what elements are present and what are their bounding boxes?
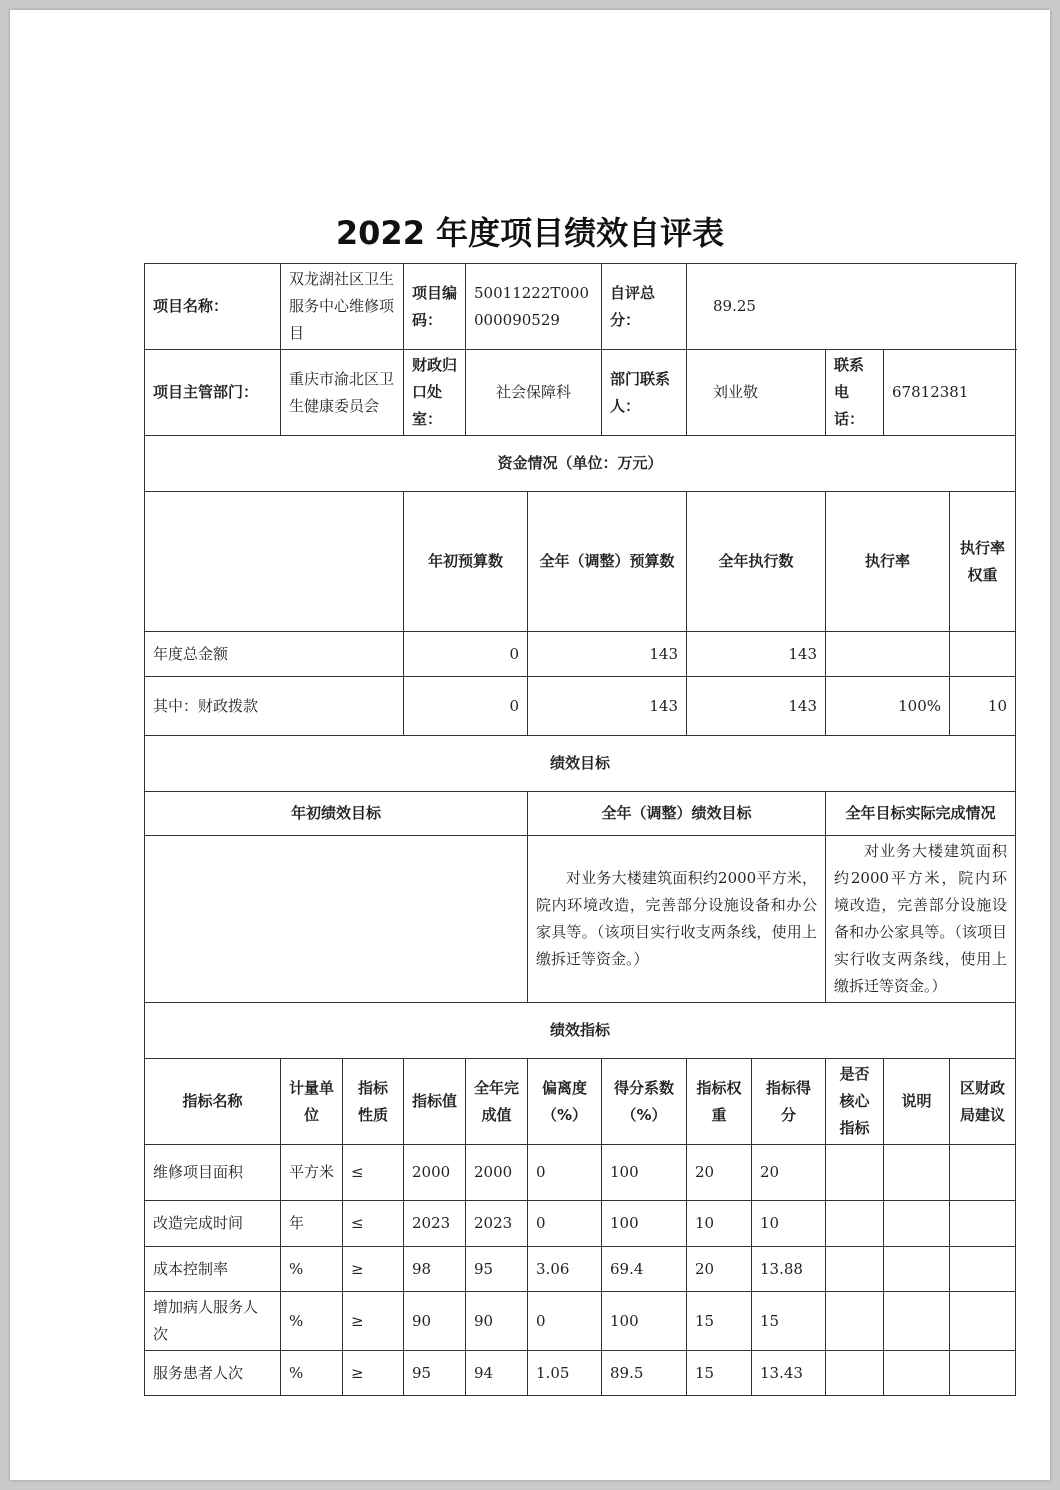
finance-office-value: 社会保障科: [466, 350, 602, 436]
goals-content-row: [145, 836, 1016, 1003]
indicator-target: 2000: [404, 1145, 466, 1201]
funds-section-header: [145, 436, 1016, 492]
goals-actual-text: 对业务大楼建筑面积约2000平方米，院内环境改造，完善部分设施设备和办公家具等。（该项目实行收支两条线，使用上缴拆迁等资金。）: [826, 836, 1016, 1003]
page-title: 2022 年度项目绩效自评表: [335, 214, 725, 252]
self-score-label: 自评总分：: [602, 264, 687, 350]
indicator-actual: 95: [466, 1247, 528, 1292]
indicator-row: [145, 1351, 1016, 1396]
indicator-score: 13.43: [752, 1351, 826, 1396]
phone-label: 联系电话：: [826, 350, 884, 436]
indicator-header-advice: 区财政局建议: [950, 1059, 1016, 1145]
indicator-row: [145, 1201, 1016, 1247]
indicator-target: 95: [404, 1351, 466, 1396]
funds-adjusted-value: 143: [528, 677, 687, 736]
indicator-deviation: 0: [528, 1292, 602, 1351]
indicator-nature: ≥: [343, 1351, 404, 1396]
indicator-name: 增加病人服务人次: [145, 1292, 281, 1351]
indicator-header-actual: 全年完成值: [466, 1059, 528, 1145]
contact-value: 刘业敬: [687, 350, 826, 436]
indicator-advice: [950, 1201, 1016, 1247]
indicator-core: [826, 1351, 884, 1396]
indicator-unit: %: [281, 1247, 343, 1292]
indicator-core: [826, 1292, 884, 1351]
goals-section-header: [145, 736, 1016, 792]
indicator-header-nature: 指标性质: [343, 1059, 404, 1145]
indicator-advice: [950, 1292, 1016, 1351]
indicator-advice: [950, 1145, 1016, 1201]
indicator-deviation: 1.05: [528, 1351, 602, 1396]
funds-section-title: 资金情况（单位：万元）: [145, 436, 1016, 492]
funds-initial-value: 0: [404, 677, 528, 736]
funds-rate-value: 100%: [826, 677, 950, 736]
indicator-advice: [950, 1247, 1016, 1292]
indicator-score: 10: [752, 1201, 826, 1247]
goals-adjusted-text: 对业务大楼建筑面积约2000平方米，院内环境改造，完善部分设施设备和办公家具等。（该项目实行收支两条线，使用上缴拆迁等资金。）: [528, 836, 826, 1003]
funds-row-label: 年度总金额: [145, 632, 404, 677]
indicator-unit: %: [281, 1351, 343, 1396]
finance-office-label: 财政归口处室：: [404, 350, 466, 436]
goals-header-adjusted: 全年（调整）绩效目标: [528, 792, 826, 836]
goals-header-initial: 年初绩效目标: [145, 792, 528, 836]
indicator-header-note: 说明: [884, 1059, 950, 1145]
project-code-label: 项目编码：: [404, 264, 466, 350]
indicator-nature: ≥: [343, 1247, 404, 1292]
goals-section-title: 绩效目标: [145, 736, 1016, 792]
indicator-header-score: 指标得分: [752, 1059, 826, 1145]
indicator-header-coef: 得分系数（%）: [602, 1059, 687, 1145]
indicator-target: 90: [404, 1292, 466, 1351]
indicator-nature: ≥: [343, 1292, 404, 1351]
indicator-name: 改造完成时间: [145, 1201, 281, 1247]
funds-initial-value: 0: [404, 632, 528, 677]
indicator-unit: 平方米: [281, 1145, 343, 1201]
indicator-actual: 2000: [466, 1145, 528, 1201]
dept-label: 项目主管部门：: [145, 350, 281, 436]
indicator-weight: 20: [687, 1145, 752, 1201]
indicator-actual: 90: [466, 1292, 528, 1351]
goals-initial-text: [145, 836, 528, 1003]
indicator-unit: %: [281, 1292, 343, 1351]
indicator-target: 2023: [404, 1201, 466, 1247]
performance-evaluation-table: [144, 263, 1016, 1396]
indicator-advice: [950, 1351, 1016, 1396]
indicator-header-deviation: 偏离度（%）: [528, 1059, 602, 1145]
funds-row-label: 其中：财政拨款: [145, 677, 404, 736]
project-code-value: 50011222T000000090529: [466, 264, 602, 350]
indicator-coef: 69.4: [602, 1247, 687, 1292]
indicators-section-header: [145, 1003, 1016, 1059]
indicator-nature: ≤: [343, 1145, 404, 1201]
funds-header-row: [145, 492, 1016, 632]
funds-adjusted-value: 143: [528, 632, 687, 677]
indicator-note: [884, 1201, 950, 1247]
funds-header-executed: 全年执行数: [687, 492, 826, 632]
indicator-coef: 100: [602, 1145, 687, 1201]
dept-value: 重庆市渝北区卫生健康委员会: [281, 350, 404, 436]
indicator-name: 维修项目面积: [145, 1145, 281, 1201]
indicator-deviation: 0: [528, 1201, 602, 1247]
funds-rate-value: [826, 632, 950, 677]
indicator-row: [145, 1247, 1016, 1292]
funds-row-total: [145, 632, 1016, 677]
indicator-weight: 15: [687, 1292, 752, 1351]
indicator-actual: 94: [466, 1351, 528, 1396]
indicator-coef: 100: [602, 1201, 687, 1247]
indicator-header-target: 指标值: [404, 1059, 466, 1145]
self-score-value: 89.25: [687, 264, 1016, 350]
indicator-weight: 20: [687, 1247, 752, 1292]
indicator-header-unit: 计量单位: [281, 1059, 343, 1145]
funds-header-rate: 执行率: [826, 492, 950, 632]
indicator-core: [826, 1145, 884, 1201]
indicator-coef: 100: [602, 1292, 687, 1351]
funds-header-weight: 执行率权重: [950, 492, 1016, 632]
indicator-note: [884, 1247, 950, 1292]
funds-header-adjusted: 全年（调整）预算数: [528, 492, 687, 632]
project-name-value: 双龙湖社区卫生服务中心维修项目: [281, 264, 404, 350]
indicator-core: [826, 1201, 884, 1247]
indicator-deviation: 3.06: [528, 1247, 602, 1292]
indicator-header-core: 是否核心指标: [826, 1059, 884, 1145]
indicator-coef: 89.5: [602, 1351, 687, 1396]
goals-header-actual: 全年目标实际完成情况: [826, 792, 1016, 836]
funds-header-empty: [145, 492, 404, 632]
indicator-score: 13.88: [752, 1247, 826, 1292]
funds-header-initial: 年初预算数: [404, 492, 528, 632]
indicator-weight: 15: [687, 1351, 752, 1396]
indicators-section-title: 绩效指标: [145, 1003, 1016, 1059]
indicator-weight: 10: [687, 1201, 752, 1247]
indicator-target: 98: [404, 1247, 466, 1292]
funds-executed-value: 143: [687, 632, 826, 677]
indicator-score: 20: [752, 1145, 826, 1201]
indicator-row: [145, 1292, 1016, 1351]
funds-executed-value: 143: [687, 677, 826, 736]
indicator-note: [884, 1145, 950, 1201]
info-row-department: [145, 350, 1016, 436]
indicator-note: [884, 1351, 950, 1396]
indicator-deviation: 0: [528, 1145, 602, 1201]
indicator-name: 成本控制率: [145, 1247, 281, 1292]
project-name-label: 项目名称：: [145, 264, 281, 350]
indicator-note: [884, 1292, 950, 1351]
indicators-header-row: [145, 1059, 1016, 1145]
indicator-actual: 2023: [466, 1201, 528, 1247]
contact-label: 部门联系人：: [602, 350, 687, 436]
funds-weight-value: 10: [950, 677, 1016, 736]
indicator-header-name: 指标名称: [145, 1059, 281, 1145]
funds-row-fiscal: [145, 677, 1016, 736]
indicator-header-weight: 指标权重: [687, 1059, 752, 1145]
goals-header-row: [145, 792, 1016, 836]
indicator-name: 服务患者人次: [145, 1351, 281, 1396]
indicator-unit: 年: [281, 1201, 343, 1247]
funds-weight-value: [950, 632, 1016, 677]
indicator-nature: ≤: [343, 1201, 404, 1247]
indicator-row: [145, 1145, 1016, 1201]
phone-value: 67812381: [884, 350, 1016, 436]
info-row-project: [145, 264, 1016, 350]
indicator-score: 15: [752, 1292, 826, 1351]
indicator-core: [826, 1247, 884, 1292]
